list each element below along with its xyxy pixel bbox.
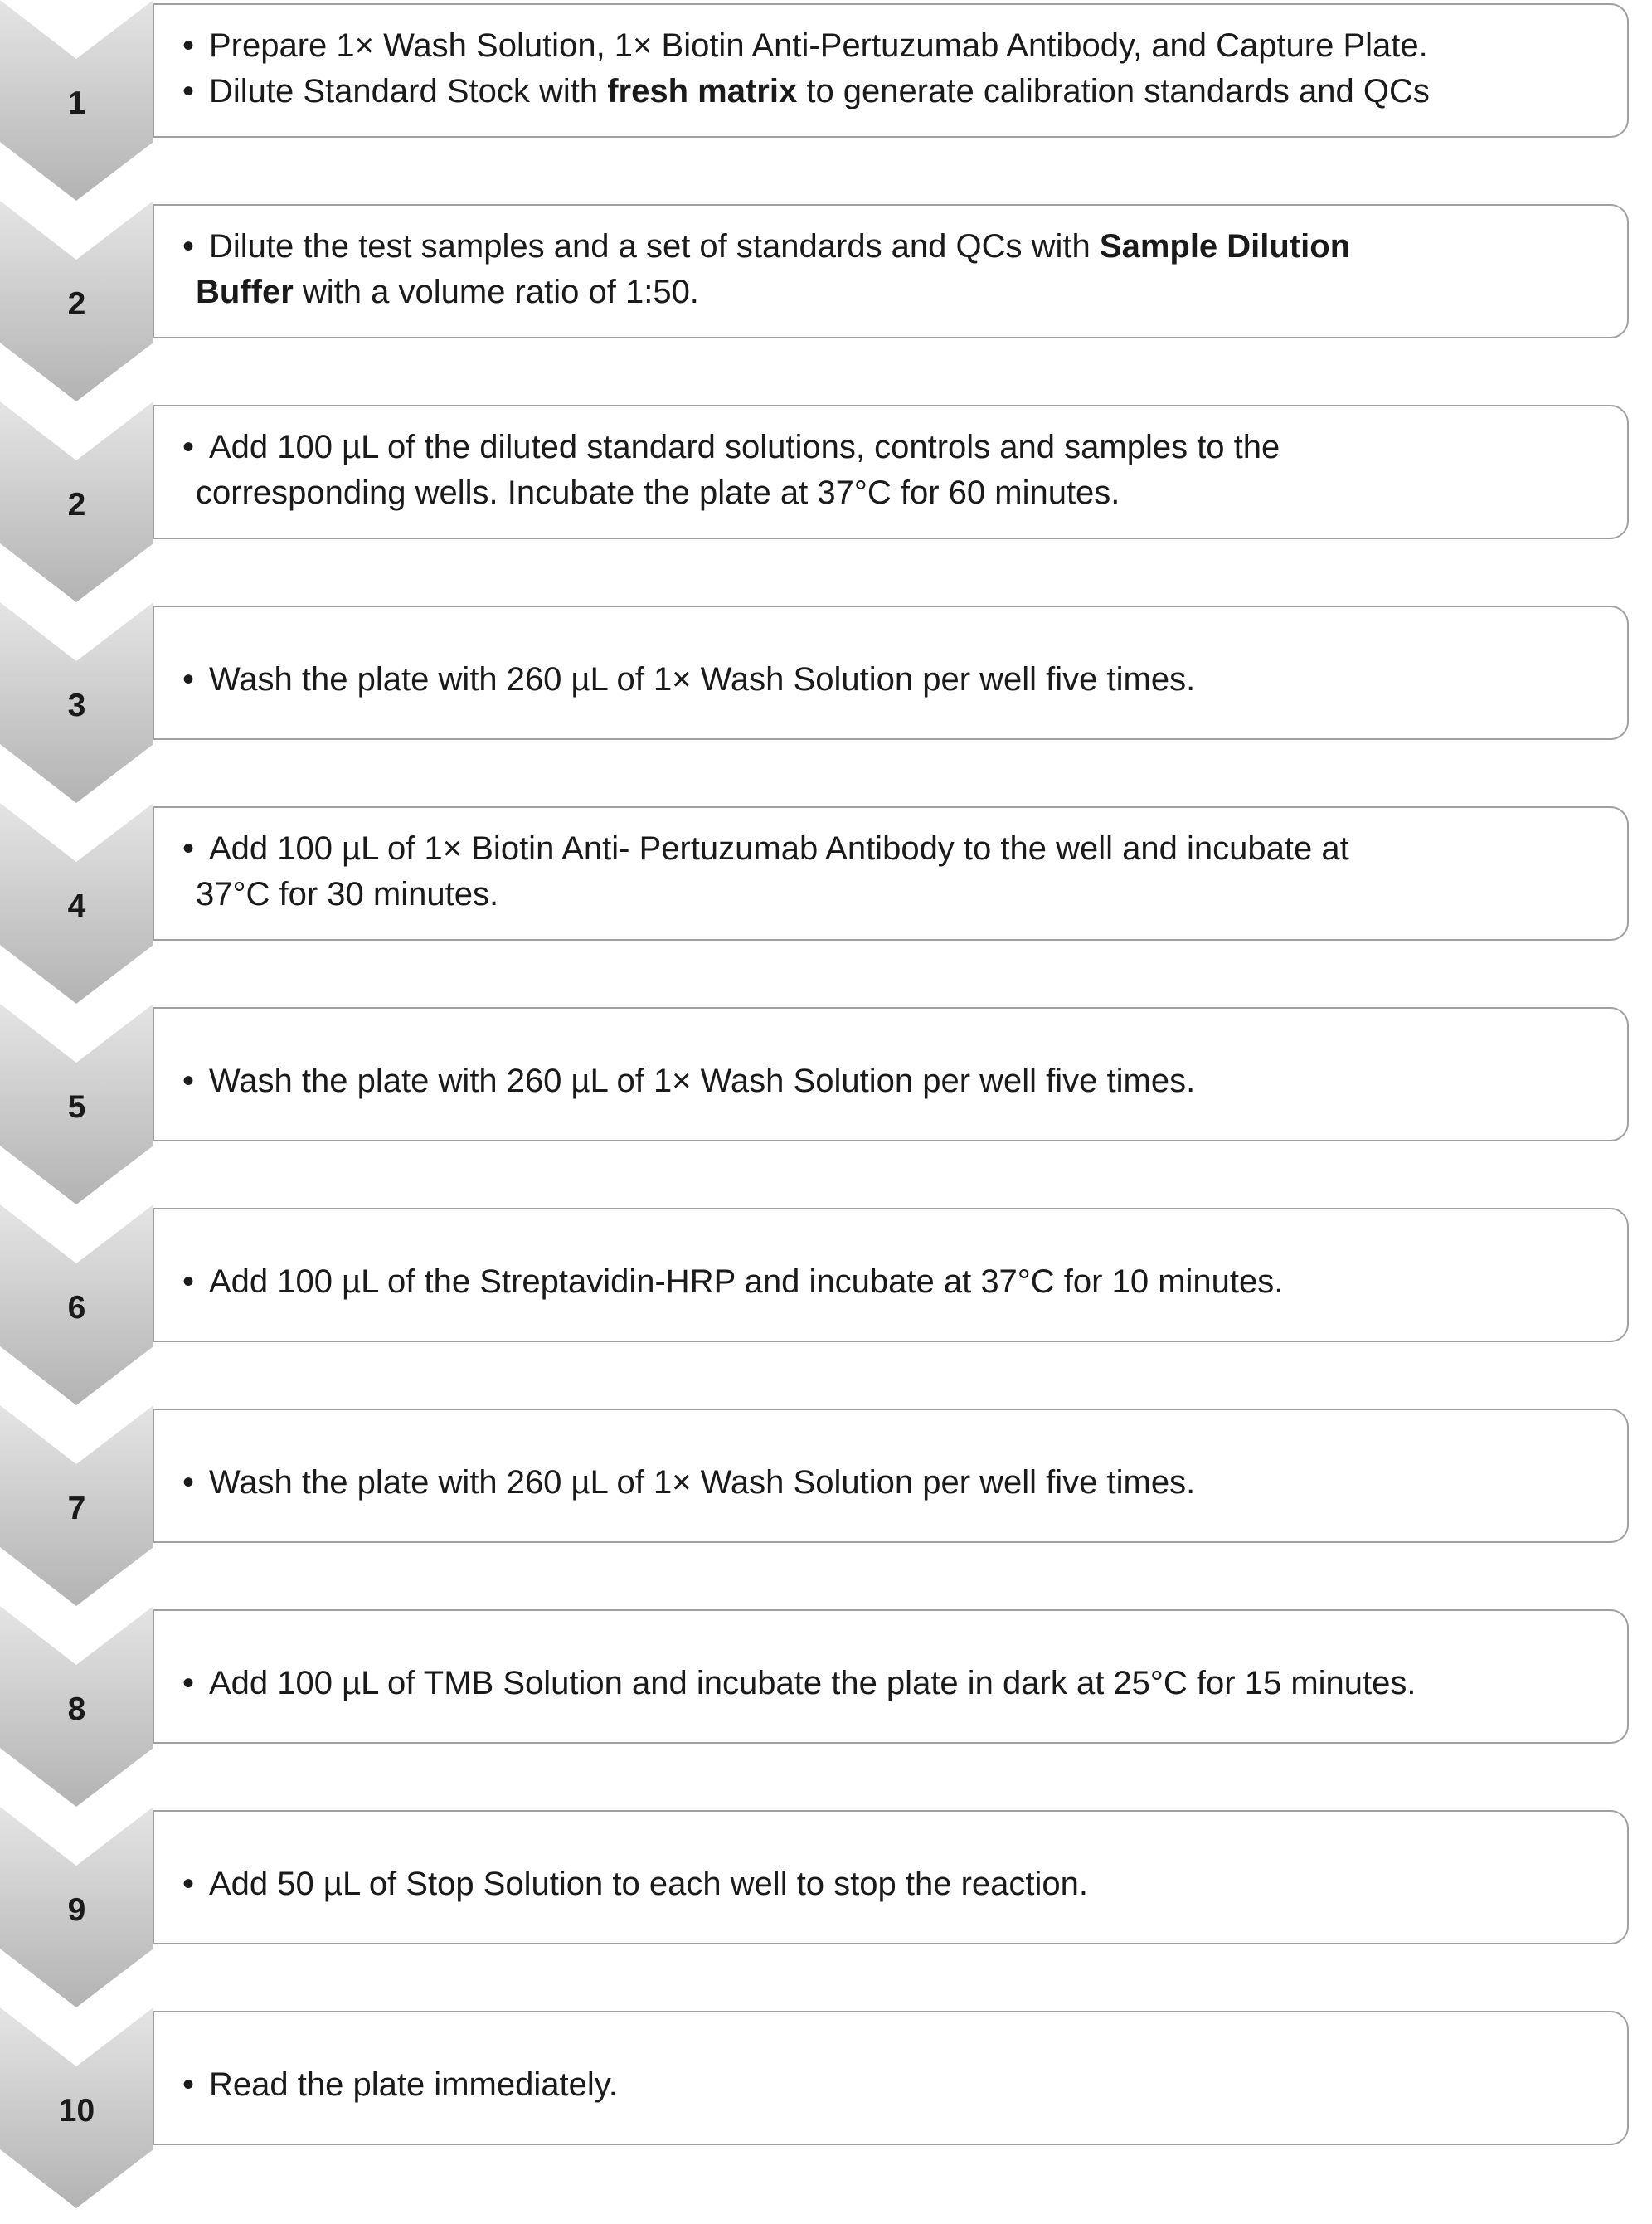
bullet-item xyxy=(182,1259,1627,1305)
step-number: 9 xyxy=(67,1892,86,1928)
step-text: Add 100 µL of the diluted standard solutions, controls and samples to the xyxy=(209,429,1280,465)
bullet-icon: • xyxy=(182,1665,195,1701)
flow-step xyxy=(0,803,1652,1004)
bullet-icon: • xyxy=(182,73,195,109)
step-text: Prepare 1× Wash Solution, 1× Biotin Anti-Pertuzumab Antibody, and Capture Plate. xyxy=(209,27,1428,64)
chevron-arrow-icon xyxy=(0,803,153,1004)
step-number: 2 xyxy=(67,487,86,523)
flow-step xyxy=(0,602,1652,803)
step-text-box xyxy=(153,1208,1629,1342)
bullet-item xyxy=(182,826,1627,872)
chevron-arrow-icon xyxy=(0,1004,153,1204)
step-text-box xyxy=(153,204,1629,338)
step-text-box xyxy=(153,1609,1629,1744)
step-text: Wash the plate with 260 µL of 1× Wash Solution per well five times. xyxy=(209,1063,1196,1099)
chevron-arrow-icon xyxy=(0,0,153,201)
step-number: 4 xyxy=(67,888,86,924)
flow-step xyxy=(0,201,1652,401)
flow-step xyxy=(0,0,1652,201)
step-text: Add 100 µL of TMB Solution and incubate the plate in dark at 25°C for 15 minutes. xyxy=(209,1665,1416,1701)
step-text: Dilute Standard Stock with xyxy=(209,73,608,109)
bullet-item xyxy=(182,425,1627,470)
chevron-arrow-icon xyxy=(0,602,153,803)
step-text-box xyxy=(153,3,1629,138)
flow-step xyxy=(0,1004,1652,1204)
chevron-arrow-icon xyxy=(0,201,153,401)
bullet-icon: • xyxy=(182,1866,195,1902)
bullet-item xyxy=(182,1861,1627,1907)
step-text: Wash the plate with 260 µL of 1× Wash Solution per well five times. xyxy=(209,661,1196,698)
bullet-icon: • xyxy=(182,661,195,698)
step-text: Add 50 µL of Stop Solution to each well to stop the reaction. xyxy=(209,1866,1089,1902)
bullet-item xyxy=(182,224,1627,270)
step-text-box xyxy=(153,405,1629,539)
flow-step xyxy=(0,1405,1652,1606)
chevron-arrow-icon xyxy=(0,2007,153,2208)
step-number: 2 xyxy=(67,286,86,322)
flow-step xyxy=(0,1807,1652,2007)
bullet-item xyxy=(182,2062,1627,2108)
bullet-icon: • xyxy=(182,1464,195,1501)
flow-step xyxy=(0,401,1652,602)
bullet-item xyxy=(182,1460,1627,1506)
bullet-continuation xyxy=(182,872,1627,917)
step-text-box xyxy=(153,1810,1629,1944)
emphasized-text: Sample Dilution xyxy=(1099,228,1351,265)
flow-step xyxy=(0,1606,1652,1807)
step-number: 7 xyxy=(67,1491,86,1526)
bullet-icon: • xyxy=(182,429,195,465)
chevron-arrow-icon xyxy=(0,1204,153,1405)
step-text: Add 100 µL of the Streptavidin-HRP and incubate at 37°C for 10 minutes. xyxy=(209,1263,1284,1300)
step-number: 8 xyxy=(67,1691,86,1727)
emphasized-text: fresh matrix xyxy=(607,73,798,109)
bullet-item xyxy=(182,657,1627,703)
step-text-box xyxy=(153,606,1629,740)
step-number: 5 xyxy=(67,1089,86,1125)
step-text-box xyxy=(153,2011,1629,2145)
bullet-icon: • xyxy=(182,27,195,64)
bullet-icon: • xyxy=(182,1063,195,1099)
step-text: corresponding wells. Incubate the plate at 37°C for 60 minutes. xyxy=(196,474,1120,511)
step-text: Add 100 µL of 1× Biotin Anti- Pertuzumab Antibody to the well and incubate at xyxy=(209,830,1349,867)
bullet-item xyxy=(182,1661,1627,1706)
step-text-box xyxy=(153,1409,1629,1543)
flow-step xyxy=(0,2007,1652,2208)
bullet-icon: • xyxy=(182,228,195,265)
step-text-box xyxy=(153,806,1629,941)
bullet-item xyxy=(182,23,1627,69)
step-text: with a volume ratio of 1:50. xyxy=(293,274,699,310)
chevron-arrow-icon xyxy=(0,1606,153,1807)
step-number: 3 xyxy=(67,688,86,723)
bullet-continuation xyxy=(182,470,1627,516)
bullet-continuation xyxy=(182,270,1627,315)
step-text: Dilute the test samples and a set of standards and QCs with xyxy=(209,228,1100,265)
chevron-arrow-icon xyxy=(0,401,153,602)
bullet-item xyxy=(182,1058,1627,1104)
chevron-arrow-icon xyxy=(0,1405,153,1606)
step-text-box xyxy=(153,1007,1629,1141)
step-text: Read the plate immediately. xyxy=(209,2066,618,2103)
emphasized-text: Buffer xyxy=(196,274,294,310)
bullet-icon: • xyxy=(182,2066,195,2103)
step-number: 10 xyxy=(58,2093,95,2129)
bullet-icon: • xyxy=(182,1263,195,1300)
bullet-icon: • xyxy=(182,830,195,867)
step-number: 6 xyxy=(67,1290,86,1326)
step-text: to generate calibration standards and QCs xyxy=(797,73,1430,109)
step-text: Wash the plate with 260 µL of 1× Wash Solution per well five times. xyxy=(209,1464,1196,1501)
flow-step xyxy=(0,1204,1652,1405)
step-text: 37°C for 30 minutes. xyxy=(196,876,499,912)
chevron-arrow-icon xyxy=(0,1807,153,2007)
bullet-item xyxy=(182,69,1627,114)
step-number: 1 xyxy=(67,85,86,121)
